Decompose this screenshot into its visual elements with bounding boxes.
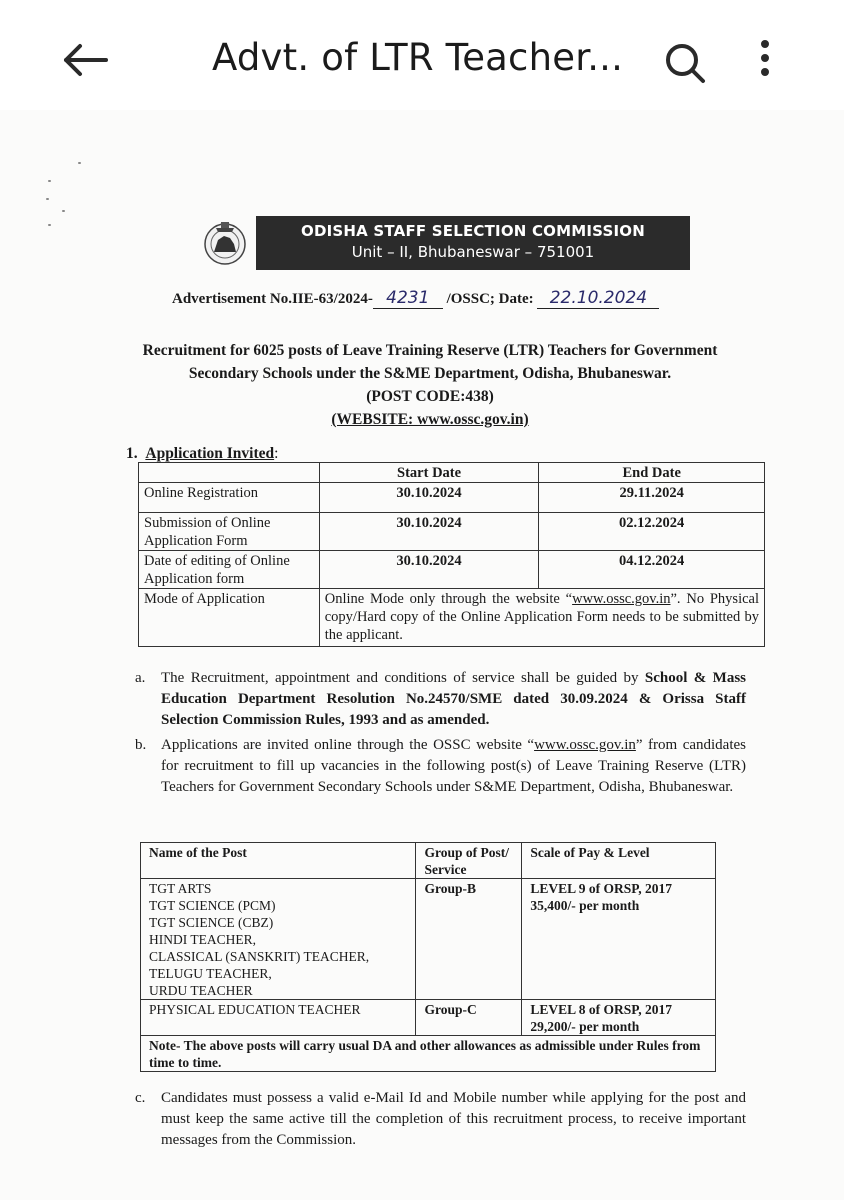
- post-name: TGT SCIENCE (PCM): [149, 898, 276, 913]
- paragraph-bold-text: School & Mass Education Department Resolution No.24570/SME dated 30.09.2024 & Orissa Staff Selection Commission Rules, 1993 and as amended.: [161, 670, 746, 728]
- mode-description: [319, 589, 764, 647]
- schedule-table: [138, 462, 765, 647]
- group-header: Group of Post/ Service: [416, 843, 522, 879]
- start-date-cell: 30.10.2024: [319, 513, 539, 551]
- post-name: PHYSICAL EDUCATION TEACHER: [141, 1000, 416, 1036]
- odisha-emblem-icon: [196, 214, 254, 270]
- advertisement-prefix: Advertisement No.IIE-63/2024-: [172, 291, 373, 307]
- section-number: 1.: [126, 445, 138, 462]
- end-date-cell: 29.11.2024: [539, 483, 765, 513]
- more-vertical-icon: [752, 36, 778, 88]
- start-date-header: Start Date: [319, 463, 539, 483]
- title-line-2: Secondary Schools under the S&ME Department, Odisha, Bhubaneswar.: [188, 365, 672, 382]
- title-line-1: Recruitment for 6025 posts of Leave Training Reserve (LTR) Teachers for Government: [142, 342, 718, 359]
- start-date-cell: 30.10.2024: [319, 483, 539, 513]
- website-link[interactable]: www.ossc.gov.in: [534, 737, 636, 753]
- search-icon: [660, 38, 708, 86]
- row-label: Online Registration: [139, 483, 320, 513]
- website-link[interactable]: www.ossc.gov.in: [572, 591, 671, 607]
- end-date-header: End Date: [539, 463, 765, 483]
- post-name-header: Name of the Post: [141, 843, 416, 879]
- advertisement-number-line: [172, 288, 659, 309]
- end-date-cell: 02.12.2024: [539, 513, 765, 551]
- back-button[interactable]: [56, 38, 114, 86]
- commission-address: Unit – II, Bhubaneswar – 751001: [351, 243, 595, 261]
- search-button[interactable]: [660, 38, 708, 86]
- group-cell: Group-B: [416, 879, 522, 1000]
- pay-amount: 35,400/- per month: [530, 898, 640, 913]
- post-name: CLASSICAL (SANSKRIT) TEACHER,: [149, 949, 370, 964]
- post-list-cell: [141, 879, 416, 1000]
- table-row: [141, 1036, 716, 1072]
- commission-banner: [256, 216, 690, 270]
- section-title: Application Invited: [145, 445, 275, 462]
- document-title: Advt. of LTR Teacher...: [212, 36, 624, 79]
- row-label: Submission of Online Application Form: [139, 513, 320, 551]
- post-code: (POST CODE:438): [366, 388, 494, 405]
- website-link[interactable]: (WEBSITE: www.ossc.gov.in): [331, 411, 529, 428]
- end-date-cell: 04.12.2024: [539, 551, 765, 589]
- date-label: Date:: [498, 291, 534, 307]
- recruitment-title: [100, 339, 760, 431]
- commission-name: ODISHA STAFF SELECTION COMMISSION: [301, 222, 645, 240]
- table-note: Note- The above posts will carry usual DA and other allowances as admissible under Rules from time to time.: [141, 1036, 716, 1072]
- row-label: Date of editing of Online Application form: [139, 551, 320, 589]
- group-cell: Group-C: [416, 1000, 522, 1036]
- post-name: TGT SCIENCE (CBZ): [149, 915, 274, 930]
- mode-text-after: ”. No Physical copy/Hard copy of the Online Application Form needs to be submitted by the applicant.: [324, 591, 759, 643]
- table-row: [141, 879, 716, 1000]
- table-row: [139, 589, 765, 647]
- scale-cell: [522, 1000, 716, 1036]
- paragraph-text: ” from candidates for recruitment to fill up vacancies in the following post(s) of Leave Training Reserve (LTR) Teachers for Government Secondary Schools under S&ME Department, Odisha, Bhubaneswar.: [161, 737, 746, 795]
- pay-level: LEVEL 9 of ORSP, 2017: [530, 881, 673, 896]
- section-colon: :: [274, 445, 279, 462]
- pay-level: LEVEL 8 of ORSP, 2017: [530, 1002, 673, 1017]
- start-date-cell: 30.10.2024: [319, 551, 539, 589]
- scale-header: Scale of Pay & Level: [522, 843, 716, 879]
- arrow-left-icon: [56, 38, 114, 86]
- more-options-button[interactable]: [752, 36, 778, 88]
- mode-text-before: Online Mode only through the website “: [324, 591, 573, 607]
- app-bar: [0, 0, 844, 110]
- letterhead: [196, 214, 690, 270]
- list-marker: b.: [135, 737, 147, 753]
- posts-table: [140, 842, 716, 1072]
- paragraph-a: [135, 668, 746, 731]
- post-name: TGT ARTS: [149, 881, 212, 896]
- table-row: [139, 551, 765, 589]
- paragraph-b: [135, 735, 746, 798]
- table-row: [139, 463, 765, 483]
- paragraph-text: The Recruitment, appointment and conditions of service shall be guided by: [161, 670, 645, 686]
- handwritten-advt-number: 4231: [373, 288, 443, 309]
- post-name: TELUGU TEACHER,: [149, 966, 272, 981]
- post-name: URDU TEACHER: [149, 983, 253, 998]
- table-row: [139, 483, 765, 513]
- table-cell: [139, 463, 320, 483]
- section-heading: [126, 445, 278, 463]
- handwritten-date: 22.10.2024: [537, 288, 659, 309]
- list-marker: a.: [135, 670, 146, 686]
- table-row: [141, 1000, 716, 1036]
- document-page: [0, 110, 844, 1200]
- advertisement-ossc: /OSSC;: [446, 291, 495, 307]
- paragraph-text: Candidates must possess a valid e-Mail Id and Mobile number while applying for the post and must keep the same active till the completion of this recruitment process, to receive important messages from the Commission.: [161, 1090, 746, 1148]
- table-row: [141, 843, 716, 879]
- paragraph-c: [135, 1088, 746, 1151]
- post-name: HINDI TEACHER,: [149, 932, 256, 947]
- row-label: Mode of Application: [139, 589, 320, 647]
- paragraph-text: Applications are invited online through the OSSC website “: [161, 737, 535, 753]
- scale-cell: [522, 879, 716, 1000]
- table-row: [139, 513, 765, 551]
- list-marker: c.: [135, 1090, 146, 1106]
- pay-amount: 29,200/- per month: [530, 1019, 640, 1034]
